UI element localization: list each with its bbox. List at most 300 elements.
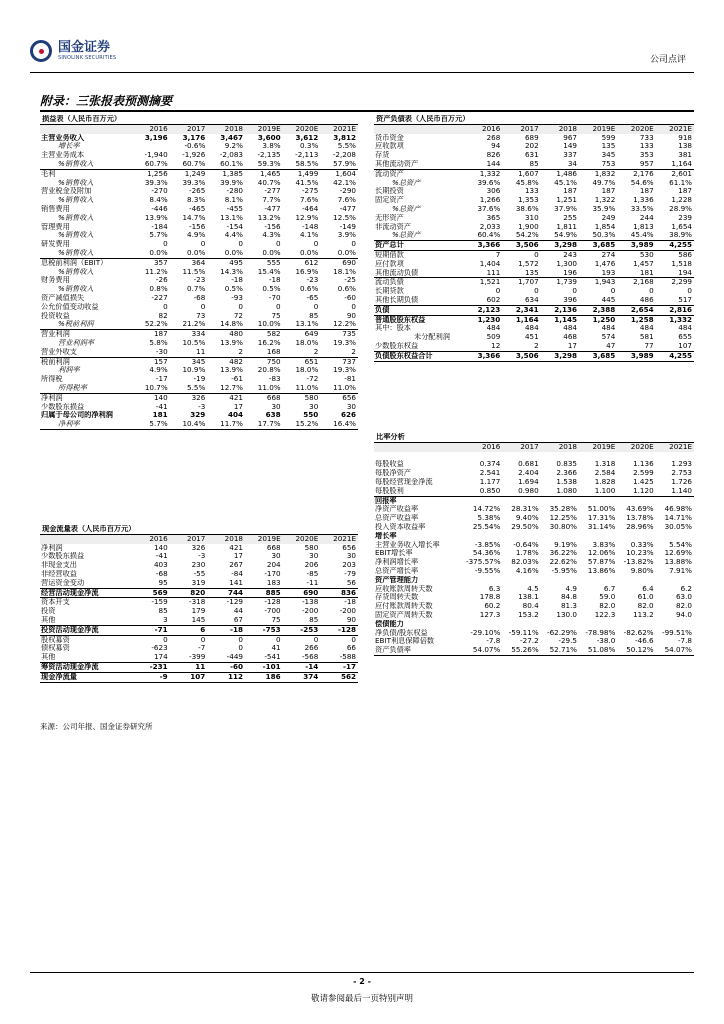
cell-value: -65	[306, 293, 319, 302]
cell-value: -0.6%	[184, 142, 206, 151]
cell-value: 0	[534, 287, 539, 296]
cell-value: 2,299	[671, 277, 692, 287]
year-header-blank	[40, 124, 132, 133]
row-label: 每股股利	[374, 487, 464, 496]
row-label: 长期贷款	[375, 287, 404, 296]
cell-value: 3.83%	[592, 540, 616, 549]
cell-value: 174	[132, 653, 170, 662]
cell-value: 550	[303, 411, 319, 420]
table-row	[40, 330, 358, 339]
table-row	[374, 205, 694, 214]
cell-value: 3,989	[617, 351, 655, 361]
cell-value: 6.4	[642, 584, 654, 593]
cell-value: 3,989	[617, 241, 655, 251]
cell-value: 14.8%	[207, 320, 245, 329]
cell-value: 111	[464, 269, 502, 278]
cell-value	[656, 532, 694, 541]
row-label: 应付款项	[375, 259, 404, 268]
row-label: 其他	[40, 653, 132, 662]
cell-value: 5.7%	[132, 420, 170, 429]
year-header: 2021E	[656, 124, 694, 133]
cell-value: 30	[271, 402, 281, 411]
table-row	[40, 635, 358, 644]
cell-value: 1,739	[556, 277, 577, 287]
cell-value: -78.98%	[585, 628, 616, 637]
cell-value: 181	[152, 411, 168, 420]
cell-value: 586	[678, 250, 692, 259]
table-row	[374, 637, 694, 646]
cell-value: 145	[170, 616, 208, 625]
cell-value: -128	[320, 625, 358, 635]
income-statement-table	[40, 115, 358, 430]
cell-value: 690	[342, 258, 356, 267]
table-row	[374, 342, 694, 351]
cell-value: -184	[151, 222, 168, 231]
cell-value: 54.2%	[502, 231, 540, 240]
cell-value: 5.5%	[337, 142, 356, 151]
cell-value: 51.08%	[579, 646, 617, 655]
cell-value: 0	[351, 302, 356, 311]
cell-value: -3	[198, 402, 206, 411]
cell-value: 12.5%	[333, 213, 356, 222]
row-label: 资产减值损失	[41, 293, 85, 302]
cell-value: 149	[563, 142, 577, 151]
cell-value: -7.8	[486, 637, 501, 646]
year-header: 2021E	[656, 442, 694, 451]
cell-value: 555	[266, 258, 281, 267]
row-label: 税前利润	[41, 357, 70, 366]
cell-value: 255	[563, 213, 577, 222]
cell-value: 1,145	[554, 315, 577, 324]
cell-value: 13.9%	[144, 213, 168, 222]
cell-value: -71	[132, 625, 170, 635]
cell-value: 30	[309, 402, 319, 411]
table-row	[40, 169, 358, 178]
cell-value: 1.293	[671, 460, 692, 469]
cell-value: 30	[271, 552, 281, 561]
header-divider	[30, 72, 694, 73]
disclaimer: 敬请参阅最后一页特别声明	[310, 994, 413, 1004]
cell-value: 18.0%	[295, 338, 319, 347]
cell-value: 634	[502, 296, 540, 305]
cell-value: 0	[276, 240, 281, 249]
cell-value: 421	[229, 543, 243, 552]
cell-value: 75	[271, 311, 281, 320]
row-label: 债权募资	[41, 644, 70, 653]
table-row	[40, 625, 358, 635]
cell-value	[617, 452, 655, 461]
table-row	[374, 576, 694, 585]
cell-value: 157	[153, 357, 168, 366]
cell-value: 0	[200, 635, 206, 644]
logo-mark-icon	[30, 40, 52, 62]
cell-value: 13.2%	[257, 213, 281, 222]
cell-value: 1,164	[656, 160, 694, 169]
cell-value: 12.69%	[664, 549, 692, 558]
table-row	[374, 333, 694, 342]
cell-value: 6	[170, 625, 208, 635]
row-label: 销售费用	[41, 204, 70, 213]
cell-value: -231	[132, 662, 170, 672]
cell-value: 1,250	[592, 315, 616, 324]
row-label: 主营业务成本	[41, 151, 85, 160]
cell-value	[579, 532, 617, 541]
table-row	[374, 487, 694, 496]
year-header-row	[40, 124, 358, 133]
cell-value: 12.2%	[320, 320, 358, 329]
table-row	[40, 357, 358, 366]
year-header: 2017	[170, 124, 208, 133]
cell-value: -568	[283, 653, 321, 662]
cell-value: 2,341	[502, 305, 540, 315]
section-title: 比率分析	[374, 433, 694, 442]
row-label: 偿债能力	[375, 619, 404, 628]
cell-value: 7.7%	[262, 196, 281, 205]
cell-value: 11.0%	[320, 384, 358, 393]
cell-value: 181	[617, 269, 655, 278]
row-label: 其他流动资产	[374, 160, 464, 169]
table-row	[40, 223, 358, 232]
cell-value: -275	[301, 187, 319, 196]
row-label: 营运资金变动	[40, 579, 132, 588]
cell-value: 11.7%	[207, 420, 245, 429]
cell-value: 13.9%	[220, 338, 243, 347]
cell-value: 17	[233, 552, 243, 561]
cell-value: 1,332	[669, 315, 692, 324]
cell-value: 9.19%	[554, 540, 577, 549]
row-label: 所得税	[41, 375, 63, 384]
cell-value: 3,812	[333, 133, 356, 142]
cell-value: 2.404	[518, 469, 539, 478]
cell-value: 735	[342, 329, 356, 339]
cell-value: -265	[189, 187, 206, 196]
cell-value: 468	[563, 333, 577, 342]
cell-value: 2.599	[633, 469, 654, 478]
cell-value: -2,208	[332, 151, 356, 160]
cell-value: -0.64%	[513, 540, 539, 549]
cell-value	[579, 496, 617, 505]
cell-value: 60.2	[484, 602, 501, 611]
cell-value: 113.2	[633, 610, 654, 619]
cell-value	[502, 452, 540, 461]
cell-value: 737	[342, 357, 356, 366]
cell-value: 30	[309, 552, 319, 561]
cell-value: -290	[339, 187, 356, 196]
cell-value	[541, 576, 579, 585]
row-label: 营业利润率	[58, 338, 94, 347]
title-divider	[40, 110, 694, 112]
cell-value: 138	[678, 142, 692, 151]
cell-value: 421	[229, 393, 243, 402]
cell-value: 36.22%	[549, 549, 577, 558]
cell-value: 4.3%	[262, 231, 281, 240]
cell-value: 59.3%	[245, 160, 283, 169]
cell-value: 133	[524, 187, 539, 196]
cell-value: 193	[579, 269, 617, 278]
cell-value: 107	[656, 342, 694, 351]
table-row	[374, 514, 694, 523]
table-row	[374, 523, 694, 532]
cell-value: 1,249	[184, 169, 206, 178]
cell-value: -270	[151, 187, 168, 196]
row-label: 流动资产	[375, 169, 404, 178]
cell-value: 15.4%	[257, 267, 281, 276]
cell-value: 8.4%	[149, 196, 168, 205]
cell-value: -18	[207, 625, 245, 635]
cell-value: 18.0%	[295, 366, 319, 375]
cell-value	[464, 620, 502, 629]
cell-value: 268	[486, 133, 501, 142]
cell-value: 599	[601, 133, 616, 142]
cell-value: 82.0	[637, 602, 654, 611]
cell-value: 651	[304, 357, 319, 366]
cell-value: 204	[266, 561, 281, 570]
row-label: 投资	[41, 607, 56, 616]
row-label: 资产管理能力	[375, 575, 419, 584]
table-row	[40, 276, 358, 285]
cell-value: 655	[678, 333, 692, 342]
cell-value: -129	[226, 597, 243, 607]
cell-value: -455	[226, 204, 243, 213]
cell-value: 12.25%	[549, 514, 577, 523]
cell-value: 319	[170, 579, 208, 588]
cell-value: 357	[153, 258, 168, 267]
table-row	[374, 549, 694, 558]
cell-value: 30.05%	[664, 522, 692, 531]
row-label: 净利润	[41, 543, 63, 552]
cell-value: 12	[464, 342, 502, 351]
cell-value: -200	[339, 607, 356, 616]
cell-value: 7.6%	[300, 196, 319, 205]
table-row	[40, 672, 358, 682]
cell-value: 0.374	[479, 460, 501, 469]
row-label: 净利润增长率	[375, 558, 419, 567]
cell-value: 364	[191, 258, 206, 267]
table-row	[40, 179, 358, 188]
cell-value: -375.57%	[466, 558, 501, 567]
cell-value: 49.7%	[592, 178, 616, 187]
cell-value: 0.33%	[630, 540, 654, 549]
section-title: 现金流量表（人民币百万元）	[40, 525, 358, 534]
cell-value: 365	[486, 213, 501, 222]
cell-value: -2,135	[257, 151, 281, 160]
cell-value: 1.100	[579, 487, 617, 496]
cell-value: 37.9%	[554, 204, 577, 213]
cell-value: 381	[678, 151, 692, 160]
row-label: 投资活动现金净流	[40, 625, 132, 635]
cell-value: -27.2	[520, 637, 539, 646]
cell-value: 107	[170, 672, 208, 682]
row-label: 总资产收益率	[375, 514, 419, 523]
cell-value: 1,230	[477, 315, 501, 324]
row-label	[374, 452, 464, 461]
row-label: 毛利	[41, 169, 56, 178]
table-row	[40, 348, 358, 357]
year-header: 2019E	[245, 534, 283, 543]
cell-value: 72	[233, 311, 243, 320]
cell-value: 374	[283, 672, 321, 682]
cell-value: 0	[200, 302, 206, 311]
row-label: 其他	[40, 616, 132, 625]
table-row	[374, 541, 694, 550]
cell-value: 3,176	[182, 133, 206, 142]
year-header: 2020E	[617, 124, 655, 133]
row-label: %销售收入	[58, 285, 94, 294]
table-row	[374, 250, 694, 259]
cell-value: 836	[320, 588, 358, 598]
table-row	[40, 653, 358, 662]
cell-value: 4.9	[565, 584, 577, 593]
cell-value: 0.0%	[132, 249, 170, 258]
cell-value: 30	[346, 552, 356, 561]
cell-value: 306	[486, 187, 501, 196]
cell-value: 1,854	[594, 222, 616, 231]
cell-value: -62.29%	[546, 628, 577, 637]
table-row	[40, 214, 358, 223]
row-label: 投入资本收益率	[375, 522, 426, 531]
cell-value: -101	[245, 662, 283, 672]
cell-value: 484	[524, 324, 539, 333]
cell-value: -148	[301, 222, 319, 231]
cell-value: -81	[344, 375, 356, 384]
cell-value: 239	[678, 213, 692, 222]
section-header	[374, 433, 694, 442]
cell-value: 141	[207, 579, 245, 588]
table-row	[374, 558, 694, 567]
cell-value: 517	[656, 296, 694, 305]
cell-value: 3,366	[464, 241, 502, 251]
row-label: %销售收入	[40, 249, 132, 258]
year-header-row	[374, 124, 694, 133]
cell-value: 744	[207, 588, 245, 598]
cell-value: -464	[301, 204, 319, 213]
cell-value: 1.538	[556, 477, 577, 486]
cell-value: 2.753	[671, 469, 692, 478]
page-number: - 2 -	[353, 977, 371, 986]
cell-value: 30.80%	[549, 522, 577, 531]
cell-value: -449	[207, 653, 245, 662]
table-row	[374, 179, 694, 188]
cell-value: 3,612	[295, 133, 319, 142]
cell-value: -700	[264, 607, 281, 616]
row-label: %总资产	[392, 204, 421, 213]
cell-value: 17	[541, 342, 579, 351]
cell-value: 4,255	[656, 351, 694, 361]
cell-value: 28.31%	[511, 505, 539, 514]
table-row	[40, 644, 358, 653]
cell-value: 404	[227, 411, 243, 420]
cell-value: 753	[579, 160, 617, 169]
cell-value: -5.95%	[551, 566, 577, 575]
row-label: 其他长期负债	[374, 296, 464, 305]
cell-value: 82.0	[599, 602, 616, 611]
cell-value: 244	[639, 213, 654, 222]
cell-value: 3,506	[502, 241, 540, 251]
cell-value: 0	[313, 302, 319, 311]
row-label: 回报率	[375, 496, 397, 505]
row-label: 净利润	[41, 393, 63, 402]
cell-value: 45.1%	[554, 178, 577, 187]
table-row	[374, 134, 694, 143]
cell-value: 19.3%	[333, 366, 356, 375]
cell-value: -2,113	[295, 151, 319, 160]
cell-value: -79	[344, 569, 356, 578]
cell-value: 1,332	[479, 169, 501, 178]
cell-value: 11	[170, 662, 208, 672]
cell-value: -753	[245, 625, 283, 635]
cell-value: 1,465	[260, 169, 281, 178]
table-row	[374, 287, 694, 296]
cell-value: 39.9%	[220, 178, 243, 187]
table-row	[374, 214, 694, 223]
cell-value: -99.51%	[662, 628, 692, 637]
table-row	[374, 351, 694, 361]
cell-value: 1,385	[222, 169, 243, 178]
cell-value: 51.00%	[587, 505, 616, 514]
row-label: 存货	[375, 151, 390, 160]
year-header: 2017	[170, 534, 208, 543]
row-label: 非流动资产	[375, 222, 411, 231]
table-row	[40, 588, 358, 598]
year-header: 2021E	[320, 534, 358, 543]
cell-value: 826	[486, 151, 501, 160]
cell-value	[617, 532, 655, 541]
cell-value: 0.835	[556, 460, 577, 469]
cell-value: 3,467	[220, 133, 243, 142]
cell-value: 6.3	[488, 584, 501, 593]
cell-value: -159	[151, 597, 168, 607]
cell-value: 820	[170, 588, 208, 598]
cell-value: 47	[579, 342, 617, 351]
cell-value: 2,136	[541, 305, 579, 315]
table-row	[40, 384, 358, 393]
table-row	[374, 567, 694, 576]
cell-value: 45.4%	[617, 231, 655, 240]
cell-value: 203	[342, 561, 356, 570]
cell-value	[502, 496, 540, 505]
cell-value: 3,366	[464, 351, 502, 361]
cell-value: 37.6%	[477, 204, 501, 213]
cell-value: 0	[495, 287, 501, 296]
year-header: 2018	[541, 442, 579, 451]
row-label: 流动负债	[375, 277, 404, 287]
cell-value: 0.0%	[170, 249, 208, 258]
cell-value: 574	[601, 333, 616, 342]
cell-value: 1,654	[671, 222, 692, 231]
table-row	[374, 223, 694, 232]
year-header: 2016	[464, 442, 502, 451]
section-title: 资产负债表（人民币百万元）	[374, 115, 694, 124]
cell-value: 10.9%	[182, 366, 206, 375]
table-row	[374, 315, 694, 324]
row-label: %销售收入	[40, 160, 132, 169]
cell-value: 638	[265, 411, 281, 420]
cell-value: -29.5	[558, 637, 577, 646]
row-label: 管理费用	[41, 222, 70, 231]
cell-value: -72	[306, 375, 319, 384]
cell-value: 2,816	[656, 305, 694, 315]
cell-value: 73	[196, 311, 206, 320]
row-label: 主营业务收入增长率	[375, 540, 440, 549]
table-row	[40, 142, 358, 151]
cell-value: -93	[231, 293, 243, 302]
cell-value: 2,601	[671, 169, 692, 178]
table-row	[40, 339, 358, 348]
cell-value: 484	[563, 324, 577, 333]
cell-value: 310	[524, 213, 539, 222]
cell-value: 57.87%	[587, 558, 616, 567]
cell-value: -23	[193, 276, 206, 285]
